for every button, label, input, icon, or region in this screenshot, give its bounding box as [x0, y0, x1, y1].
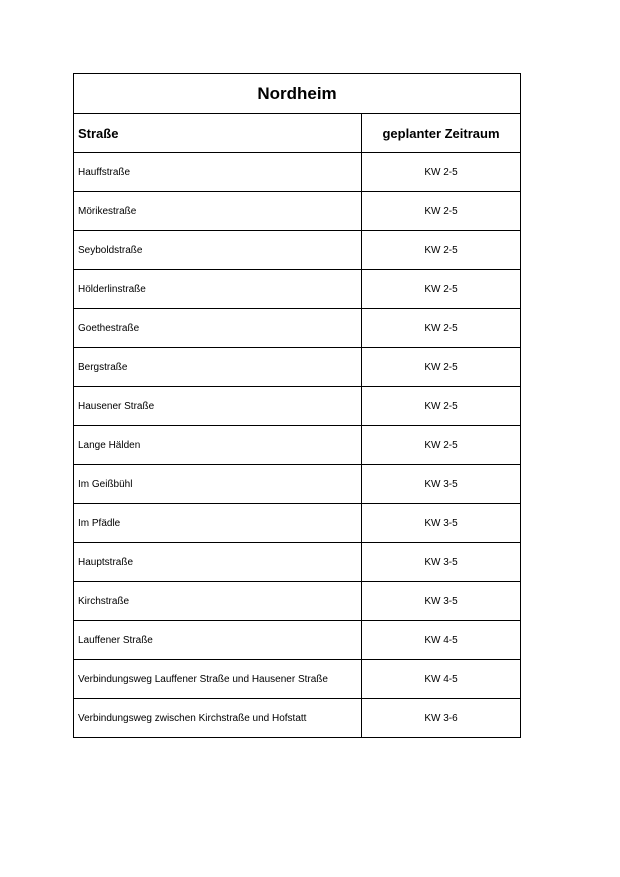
street-cell: Mörikestraße: [74, 192, 362, 231]
period-cell: KW 4-5: [362, 660, 521, 699]
table-row: [74, 543, 521, 582]
table-row: [74, 465, 521, 504]
street-cell: Im Pfädle: [74, 504, 362, 543]
title-row: [74, 74, 521, 114]
table-row: [74, 348, 521, 387]
street-cell: Lauffener Straße: [74, 621, 362, 660]
period-cell: KW 2-5: [362, 231, 521, 270]
period-cell: KW 2-5: [362, 270, 521, 309]
street-cell: Bergstraße: [74, 348, 362, 387]
period-cell: KW 3-5: [362, 582, 521, 621]
table-row: [74, 582, 521, 621]
period-cell: KW 4-5: [362, 621, 521, 660]
period-cell: KW 3-6: [362, 699, 521, 738]
street-cell: Hauffstraße: [74, 153, 362, 192]
street-cell: Verbindungsweg zwischen Kirchstraße und Hofstatt: [74, 699, 362, 738]
period-cell: KW 3-5: [362, 465, 521, 504]
table-row: [74, 699, 521, 738]
street-cell: Hauptstraße: [74, 543, 362, 582]
period-cell: KW 2-5: [362, 153, 521, 192]
table-title: Nordheim: [74, 74, 521, 114]
period-cell: KW 2-5: [362, 426, 521, 465]
table-row: [74, 270, 521, 309]
street-cell: Hölderlinstraße: [74, 270, 362, 309]
street-cell: Verbindungsweg Lauffener Straße und Hausener Straße: [74, 660, 362, 699]
column-header-period: geplanter Zeitraum: [362, 114, 521, 153]
street-cell: Kirchstraße: [74, 582, 362, 621]
period-cell: KW 2-5: [362, 192, 521, 231]
table-row: [74, 153, 521, 192]
table-row: [74, 504, 521, 543]
street-cell: Seyboldstraße: [74, 231, 362, 270]
period-cell: KW 3-5: [362, 504, 521, 543]
header-row: [74, 114, 521, 153]
table-row: [74, 309, 521, 348]
period-cell: KW 2-5: [362, 309, 521, 348]
column-header-street: Straße: [74, 114, 362, 153]
period-cell: KW 3-5: [362, 543, 521, 582]
table-body: [74, 74, 521, 738]
period-cell: KW 2-5: [362, 348, 521, 387]
table-row: [74, 426, 521, 465]
street-cell: Hausener Straße: [74, 387, 362, 426]
street-cell: Lange Hälden: [74, 426, 362, 465]
table-row: [74, 660, 521, 699]
schedule-table: [73, 73, 521, 738]
table-row: [74, 231, 521, 270]
period-cell: KW 2-5: [362, 387, 521, 426]
table-row: [74, 192, 521, 231]
street-cell: Im Geißbühl: [74, 465, 362, 504]
table-row: [74, 387, 521, 426]
table-row: [74, 621, 521, 660]
street-cell: Goethestraße: [74, 309, 362, 348]
